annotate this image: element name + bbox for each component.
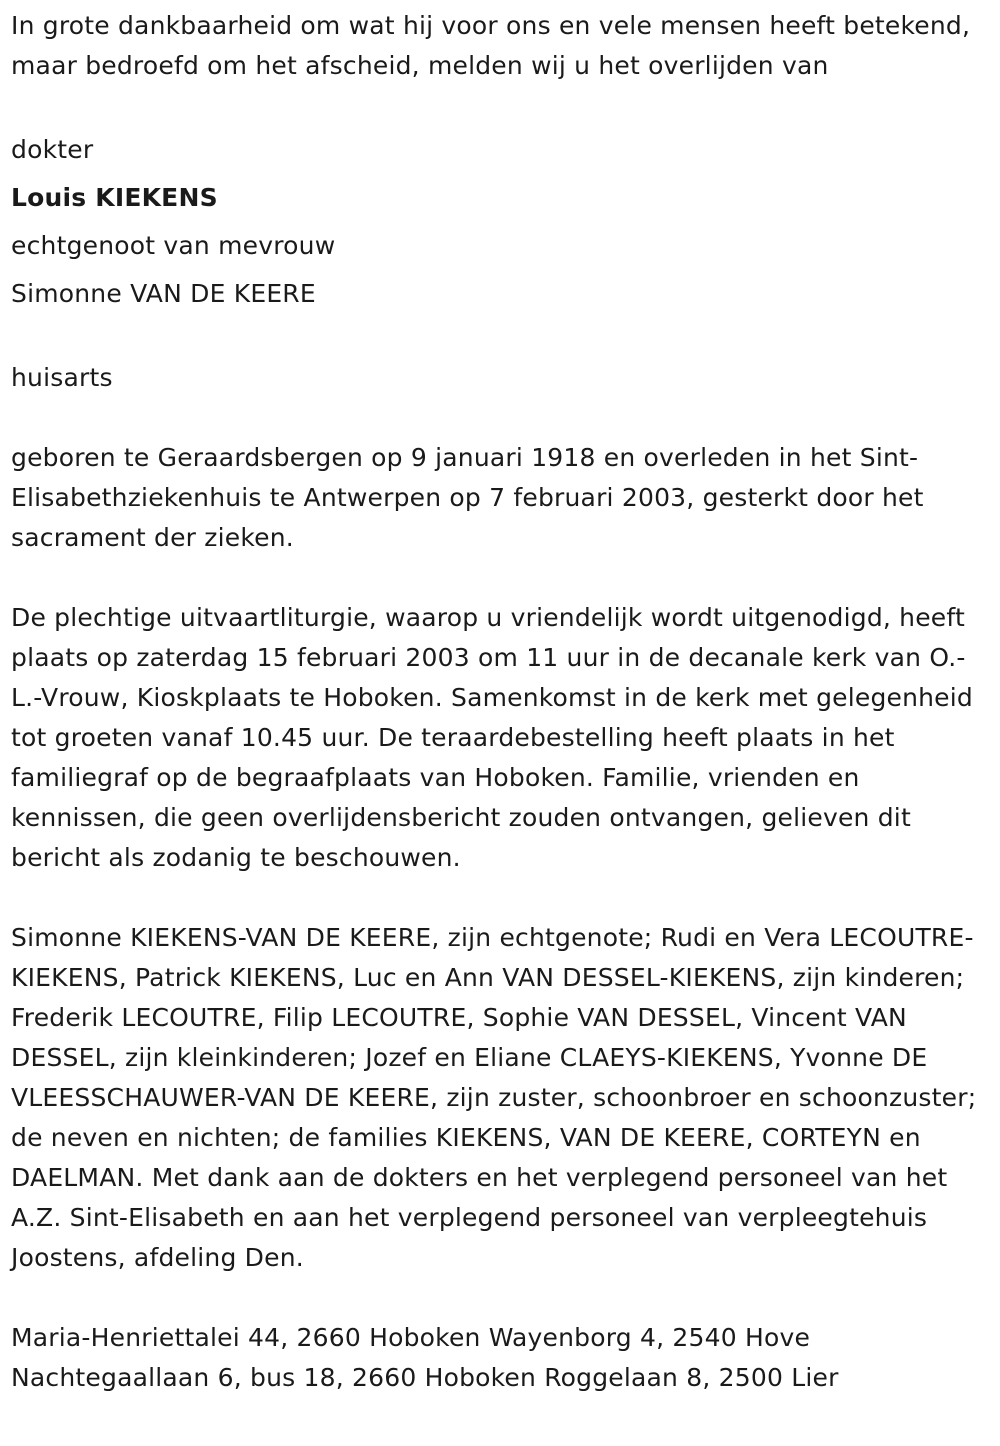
address-line: Nachtegaallaan 6, bus 18, 2660 Hoboken Roggelaan 8, 2500 Lier (11, 1363, 839, 1392)
title-prefix: dokter (11, 135, 94, 164)
intro-paragraph: In grote dankbaarheid om wat hij voor ons en vele mensen heeft betekend, maar bedroefd om het afscheid, melden wij u het overlijden van (11, 11, 971, 80)
profession: huisarts (11, 363, 113, 392)
address-block (11, 1318, 986, 1398)
spouse-label: echtgenoot van mevrouw (11, 231, 336, 260)
deceased-block (11, 126, 986, 318)
spouse-name: Simonne VAN DE KEERE (11, 279, 316, 308)
obituary-page (11, 6, 986, 1398)
funeral-paragraph: De plechtige uitvaartliturgie, waarop u vriendelijk wordt uitgenodigd, heeft plaats op zaterdag 15 februari 2003 om 11 uur in de decanale kerk van O.-L.-Vrouw, Kioskplaats te Hoboken. Samenkomst in de kerk met gelegenheid tot groeten vanaf 10.45 uur. De teraardebestelling heeft plaats in het familiegraf op de begraafplaats van Hoboken. Familie, vrienden en kennissen, die geen overlijdensbericht zouden ontvangen, gelieven dit bericht als zodanig te beschouwen. (11, 603, 973, 872)
family-paragraph: Simonne KIEKENS-VAN DE KEERE, zijn echtgenote; Rudi en Vera LECOUTRE-KIEKENS, Patrick KIEKENS, Luc en Ann VAN DESSEL-KIEKENS, zijn kinderen; Frederik LECOUTRE, Filip LECOUTRE, Sophie VAN DESSEL, Vincent VAN DESSEL, zijn kleinkinderen; Jozef en Eliane CLAEYS-KIEKENS, Yvonne DE VLEESSCHAUWER-VAN DE KEERE, zijn zuster, schoonbroer en schoonzuster; de neven en nichten; de families KIEKENS, VAN DE KEERE, CORTEYN en DAELMAN. Met dank aan de dokters en het verplegend personeel van het A.Z. Sint-Elisabeth en aan het verplegend personeel van verpleegtehuis Joostens, afdeling Den. (11, 923, 977, 1272)
deceased-name: Louis KIEKENS (11, 183, 218, 212)
birth-death-paragraph: geboren te Geraardsbergen op 9 januari 1918 en overleden in het Sint-Elisabethziekenhuis te Antwerpen op 7 februari 2003, gesterkt door het sacrament der zieken. (11, 443, 924, 552)
address-line: Maria-Henriettalei 44, 2660 Hoboken Wayenborg 4, 2540 Hove (11, 1323, 811, 1352)
